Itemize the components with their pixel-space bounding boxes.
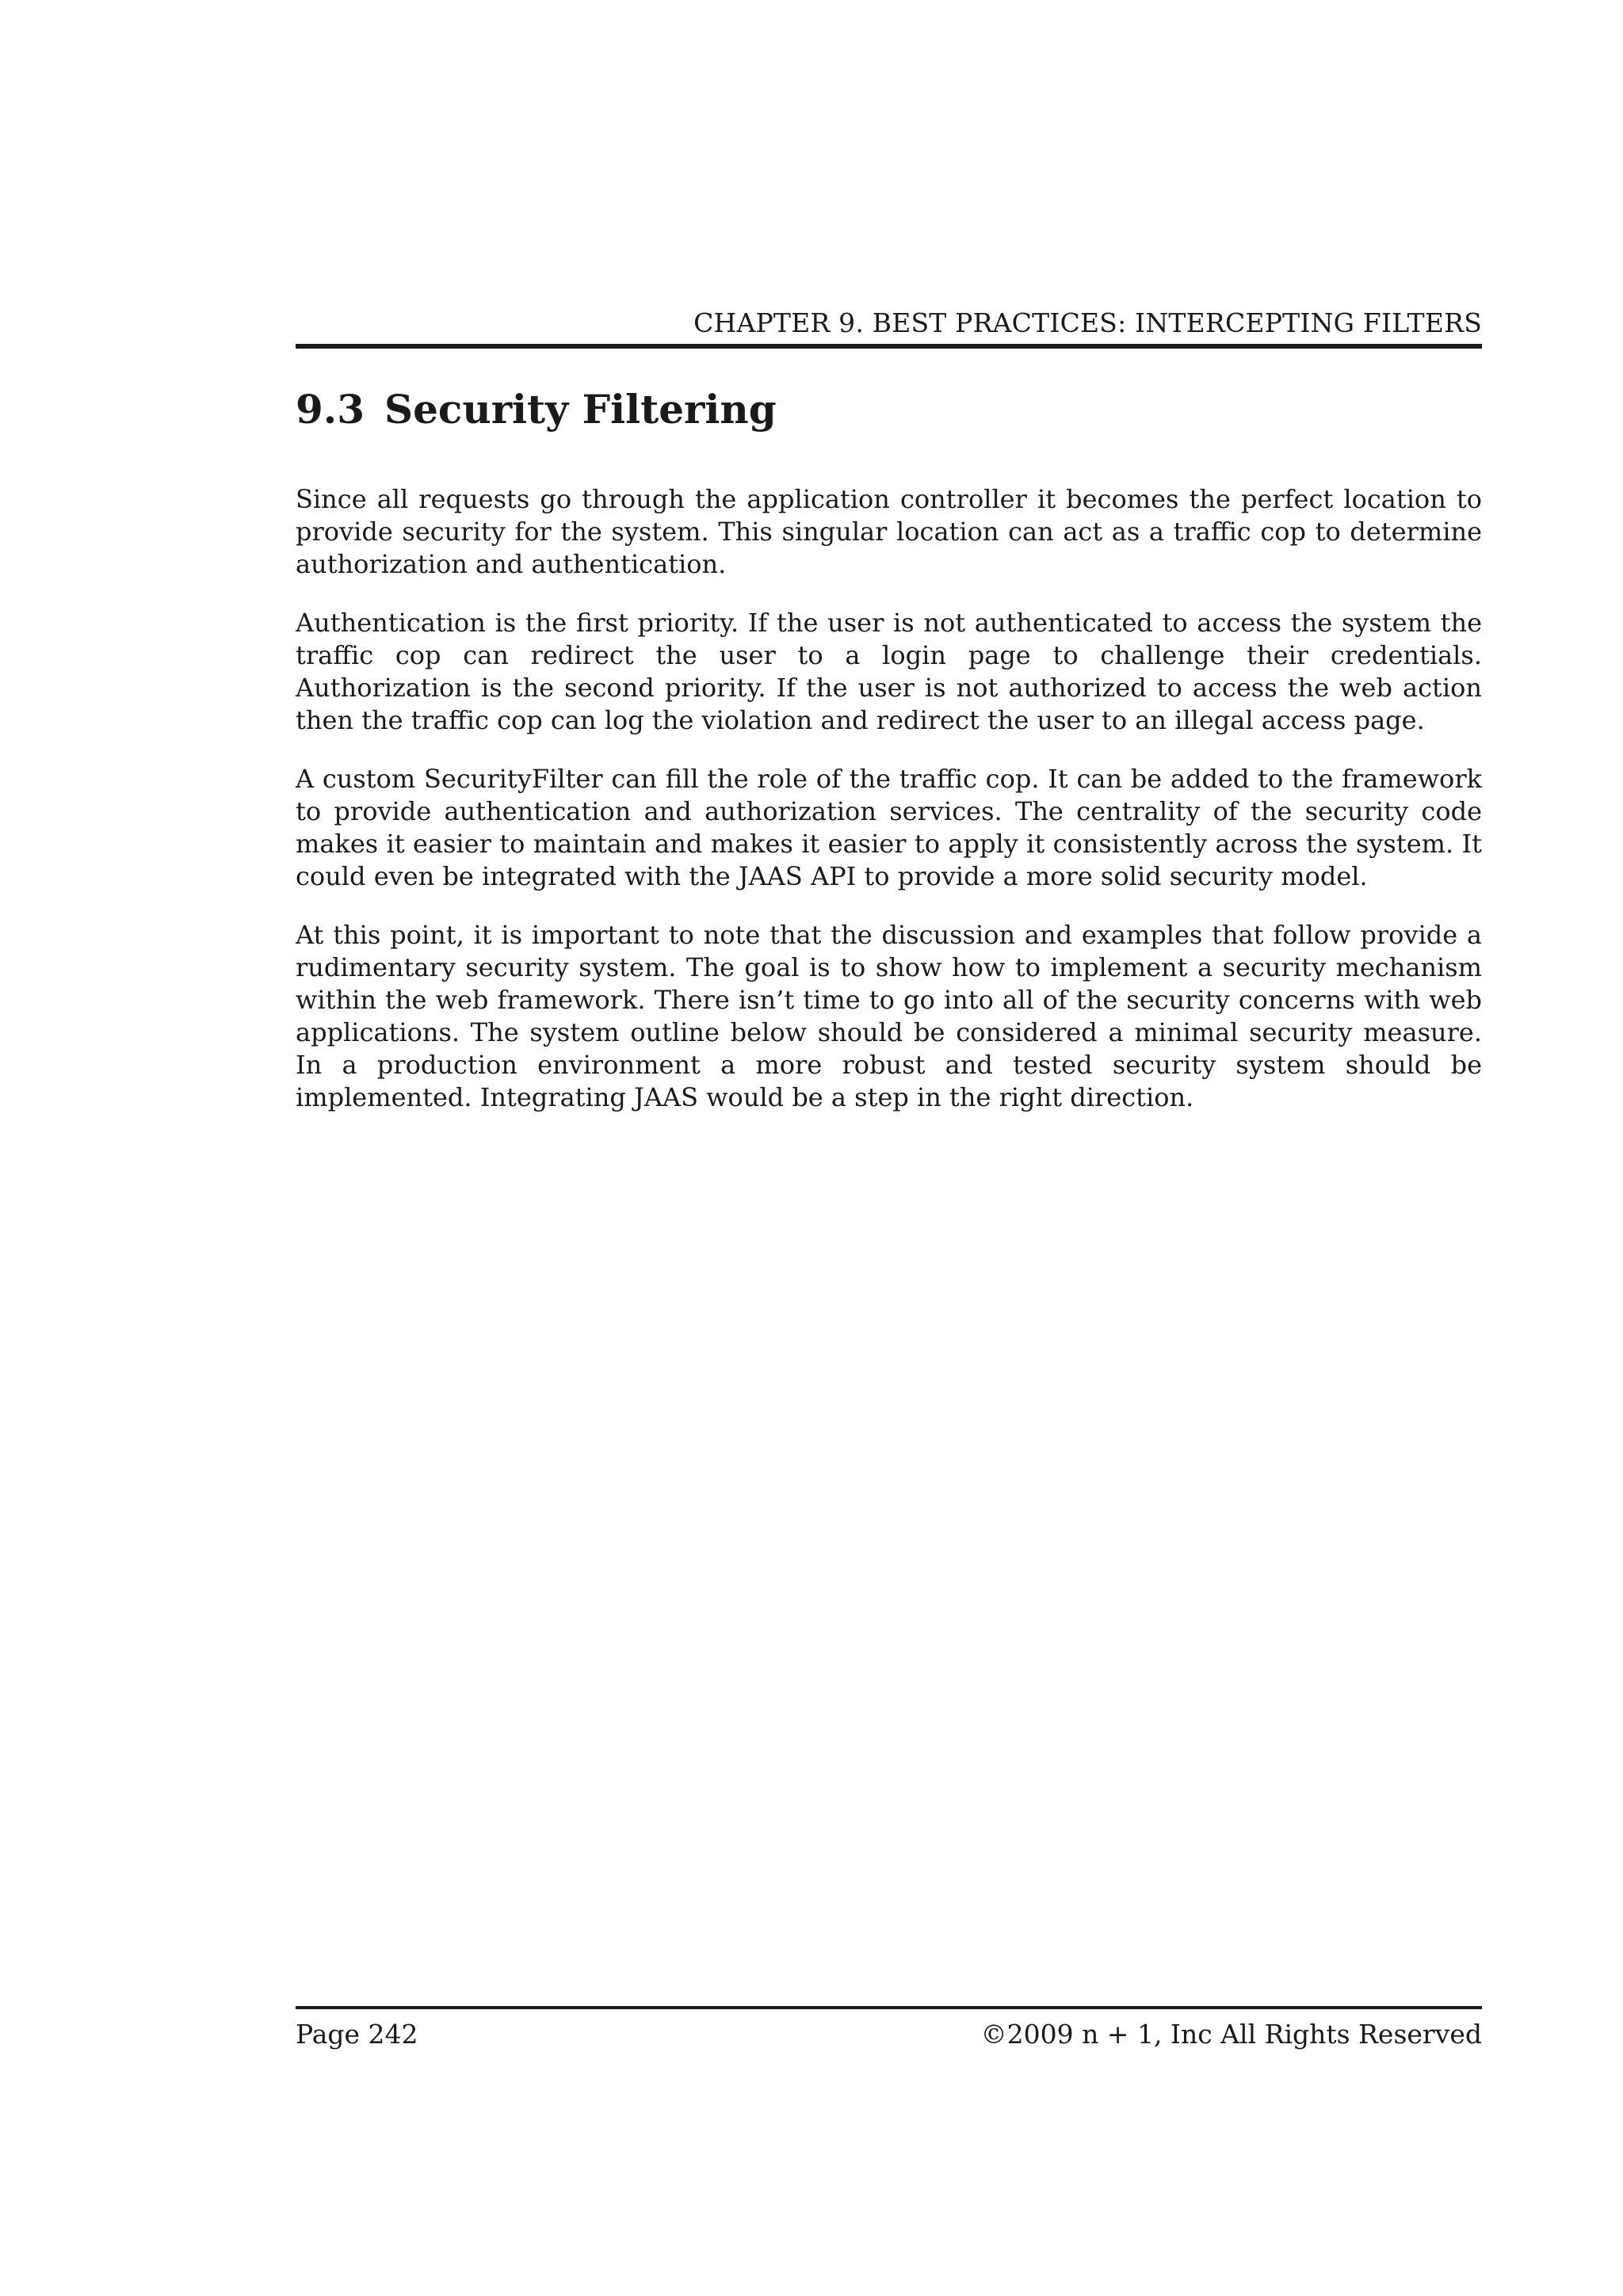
header-rule xyxy=(296,344,1482,349)
paragraph: Authentication is the first priority. If the user is not authenticated to access the system the traffic cop can redirect the user to a login page to challenge their credentials. Authorization is the second priority. If the user is not authorized to access the web action then the traffic cop can log the violation and redirect the user to an illegal access page. xyxy=(296,608,1482,735)
section-heading xyxy=(296,385,1482,434)
page-footer xyxy=(296,2019,1482,2050)
footer-rule xyxy=(296,2006,1482,2009)
page-number: Page 242 xyxy=(296,2019,418,2050)
section-title: Security Filtering xyxy=(384,386,777,433)
section-number: 9.3 xyxy=(296,386,365,433)
copyright-notice: ©2009 n + 1, Inc All Rights Reserved xyxy=(980,2019,1482,2050)
paragraph: A custom SecurityFilter can fill the role of the traffic cop. It can be added to the framework to provide authentication and authorization services. The centrality of the security code makes it easier to maintain and makes it easier to apply it consistently across the system. It could even be integrated with the JAAS API to provide a more solid security model. xyxy=(296,764,1482,891)
body-text xyxy=(296,483,1482,1140)
paragraph: At this point, it is important to note that the discussion and examples that follow provide a rudimentary security system. The goal is to show how to implement a security mechanism within the web framework. There isn’t time to go into all of the security concerns with web applications. The system outline below should be considered a minimal security measure. In a production environment a more robust and tested security system should be implemented. Integrating JAAS would be a step in the right direction. xyxy=(296,920,1482,1112)
running-header: CHAPTER 9. BEST PRACTICES: INTERCEPTING FILTERS xyxy=(693,307,1482,338)
paragraph: Since all requests go through the application controller it becomes the perfect location to provide security for the system. This singular location can act as a traffic cop to determine authorization and authentication. xyxy=(296,484,1482,579)
